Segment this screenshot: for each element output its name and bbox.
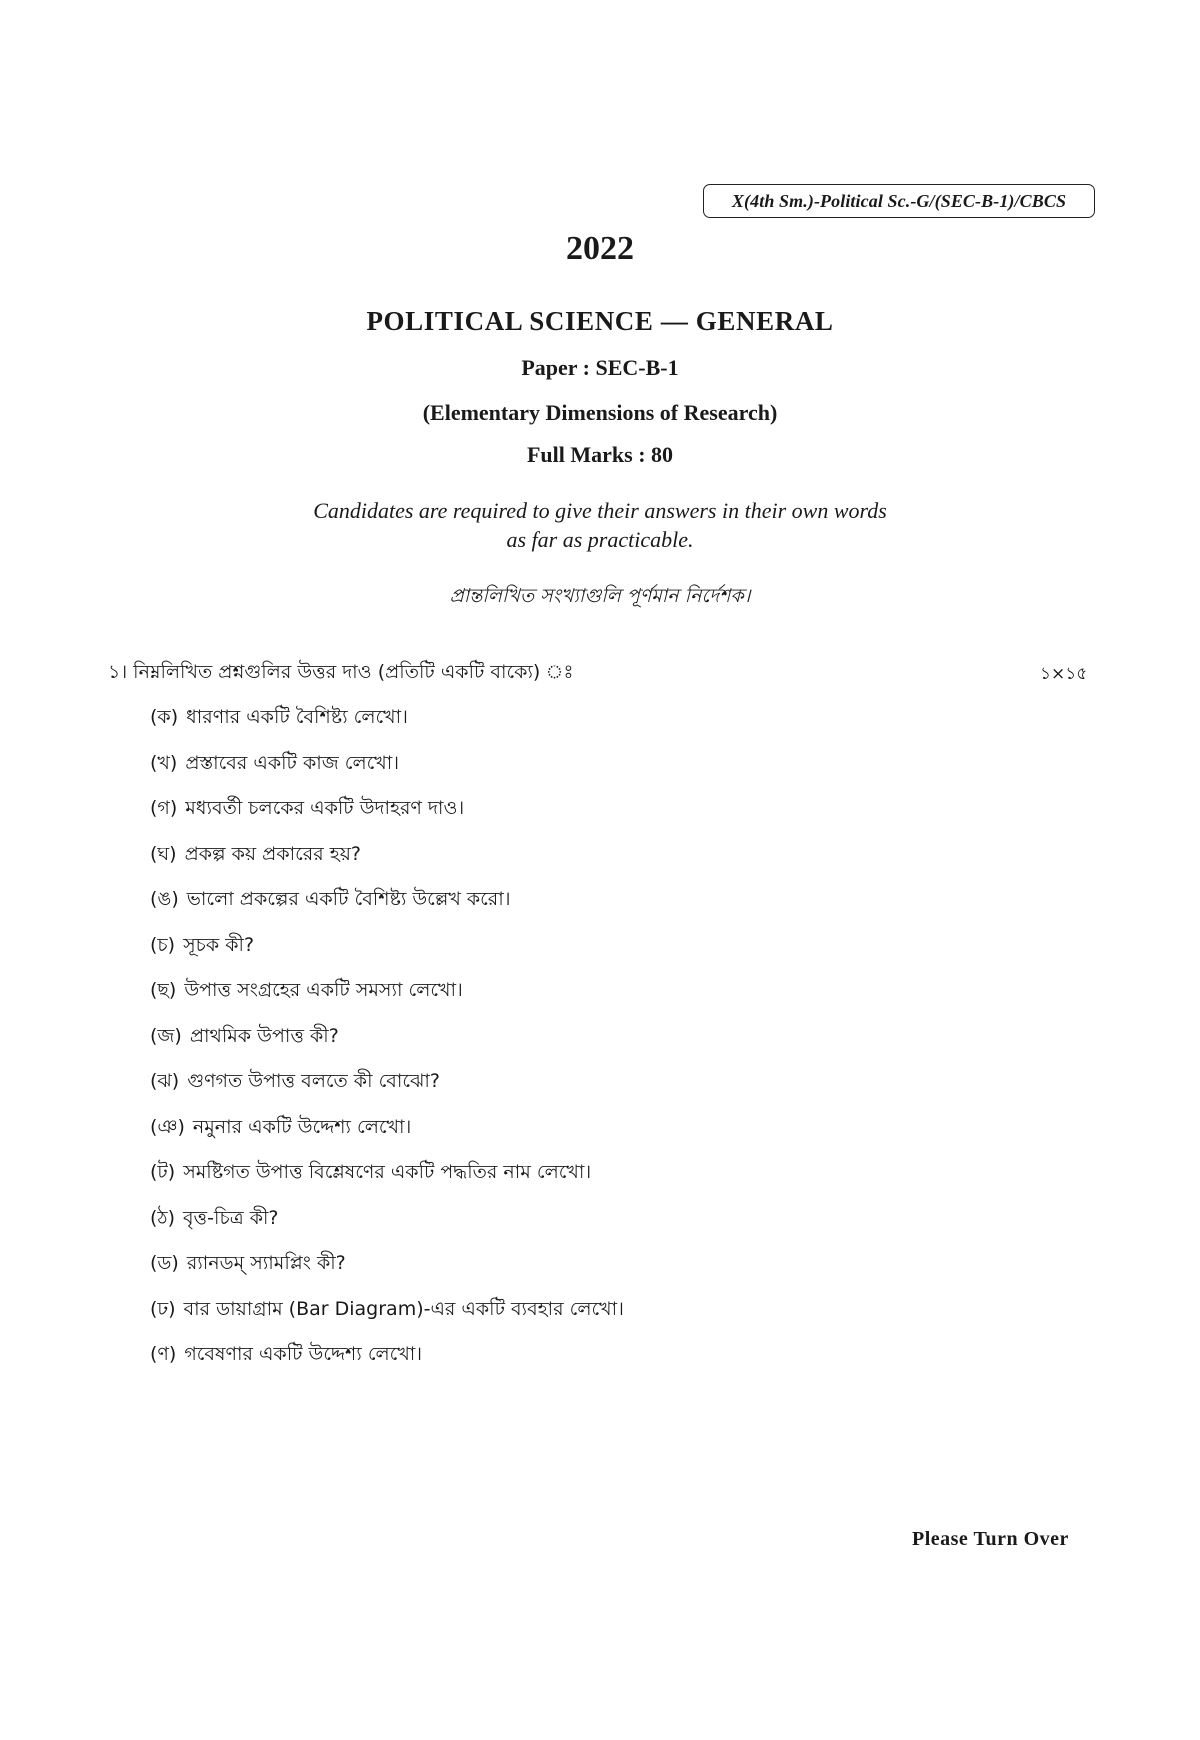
item-label: (ঝ) [150, 1070, 180, 1092]
item-text: ভালো প্রকল্পের একটি বৈশিষ্ট্য উল্লেখ করো। [186, 888, 511, 910]
item-text: সমষ্টিগত উপাত্ত বিশ্লেষণের একটি পদ্ধতির নাম লেখো। [183, 1161, 592, 1183]
list-item [150, 746, 624, 792]
list-item [150, 882, 624, 928]
item-label: (ছ) [150, 979, 177, 1001]
question-1-marks: ১×১৫ [1040, 664, 1088, 684]
item-label: (ঙ) [150, 888, 179, 910]
list-item [150, 1019, 624, 1065]
item-text: র‍্যানডম্ স্যামপ্লিং কী? [186, 1252, 346, 1274]
item-text: প্রস্তাবের একটি কাজ লেখো। [185, 751, 400, 774]
item-label: (জ) [150, 1024, 182, 1047]
item-text: গুণগত উপাত্ত বলতে কী বোঝো? [187, 1070, 440, 1092]
item-label: (ঢ) [150, 1297, 176, 1320]
item-text: বার ডায়াগ্রাম (Bar Diagram)-এর একটি ব্যবহার লেখো। [183, 1297, 624, 1320]
list-item [150, 1155, 624, 1201]
list-item [150, 1292, 624, 1338]
item-text: গবেষণার একটি উদ্দেশ্য লেখো। [184, 1343, 423, 1365]
please-turn-over: Please Turn Over [912, 1528, 1069, 1550]
item-text: উপাত্ত সংগ্রহের একটি সমস্যা লেখো। [184, 979, 463, 1001]
list-item [150, 837, 624, 883]
list-item [150, 1337, 624, 1383]
question-1-list [150, 700, 624, 1383]
list-item [150, 973, 624, 1019]
full-marks: Full Marks : 80 [526, 442, 674, 467]
item-label: (ঞ) [150, 1115, 185, 1138]
question-1-prompt: ১। নিম্নলিখিত প্রশ্নগুলির উত্তর দাও (প্রতিটি একটি বাক্যে) ঃ [108, 661, 574, 683]
item-label: (ড) [150, 1252, 179, 1274]
instruction-line-2: as far as practicable. [506, 527, 694, 552]
item-label: (ঠ) [150, 1206, 175, 1229]
item-label: (খ) [150, 751, 178, 774]
subject-title: POLITICAL SCIENCE — GENERAL [366, 306, 834, 336]
exam-year: 2022 [566, 230, 634, 267]
item-text: ধারণার একটি বৈশিষ্ট্য লেখো। [186, 706, 408, 728]
item-text: নমুনার একটি উদ্দেশ্য লেখো। [192, 1115, 412, 1138]
marks-note: প্রান্তলিখিত সংখ্যাগুলি পূর্ণমান নির্দেশক। [449, 585, 751, 607]
list-item [150, 1201, 624, 1247]
list-item [150, 1064, 624, 1110]
item-text: বৃত্ত-চিত্র কী? [182, 1206, 279, 1229]
item-label: (ণ) [150, 1343, 177, 1365]
item-label: (ক) [150, 706, 179, 728]
instruction-line-1: Candidates are required to give their answers in their own words [313, 498, 887, 523]
paper-name: Paper : SEC-B-1 [521, 355, 679, 380]
item-text: প্রাথমিক উপাত্ত কী? [189, 1024, 339, 1047]
item-label: (ট) [150, 1161, 176, 1183]
list-item [150, 1110, 624, 1156]
paper-subtitle: (Elementary Dimensions of Research) [422, 400, 778, 425]
item-text: প্রকল্প কয় প্রকারের হয়? [184, 842, 361, 865]
list-item [150, 1246, 624, 1292]
item-label: (চ) [150, 933, 176, 956]
list-item [150, 791, 624, 837]
list-item [150, 700, 624, 746]
item-label: (ঘ) [150, 842, 177, 865]
list-item [150, 928, 624, 974]
item-text: সূচক কী? [183, 933, 255, 956]
item-text: মধ্যবর্তী চলকের একটি উদাহরণ দাও। [185, 797, 465, 819]
item-label: (গ) [150, 797, 178, 819]
paper-code-box: X(4th Sm.)-Political Sc.-G/(SEC-B-1)/CBCS [703, 184, 1095, 218]
